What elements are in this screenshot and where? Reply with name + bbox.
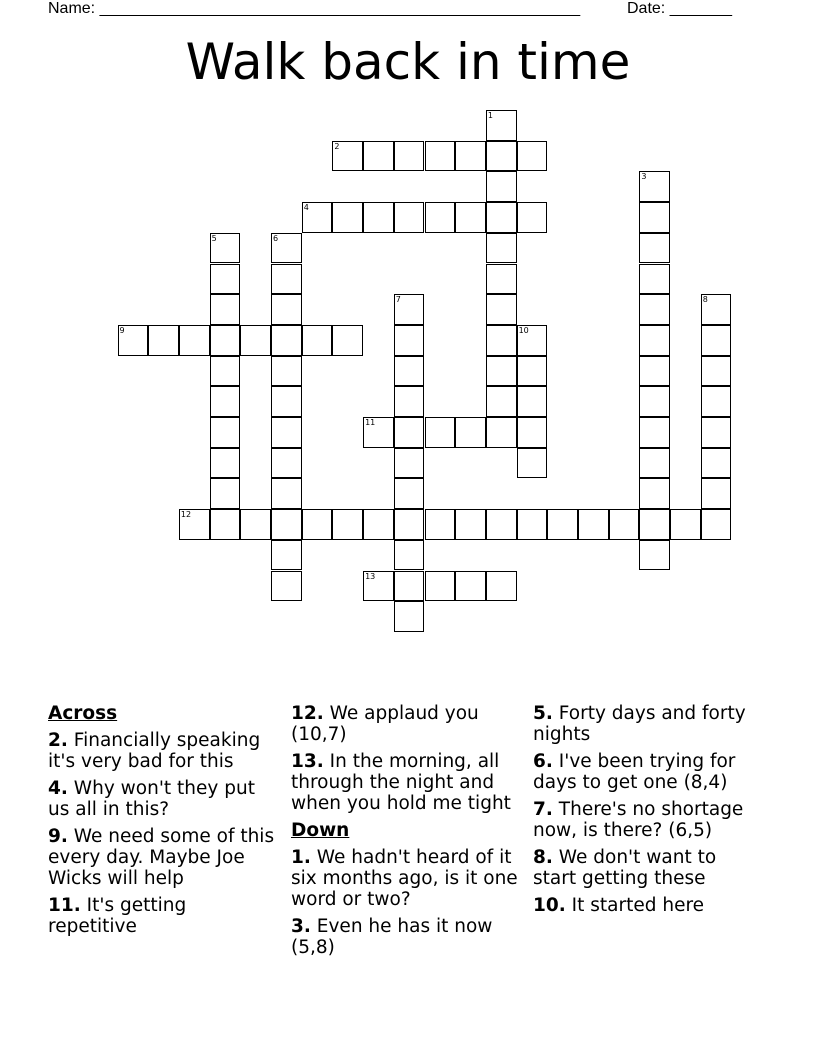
clue-column-3	[533, 703, 761, 922]
grid-cell[interactable]	[394, 141, 425, 172]
grid-cell[interactable]	[639, 171, 670, 202]
clue-text: It's getting repetitive	[48, 895, 187, 937]
clue-number: 13.	[291, 751, 324, 772]
grid-cell[interactable]	[517, 386, 548, 417]
grid-cell[interactable]	[271, 540, 302, 571]
clue-down-6	[533, 751, 761, 793]
grid-cell[interactable]	[394, 478, 425, 509]
clue-number-label: 4	[303, 203, 309, 213]
grid-cell[interactable]	[363, 202, 394, 233]
grid-cell[interactable]	[701, 294, 732, 325]
grid-cell[interactable]	[210, 417, 241, 448]
grid-cell[interactable]	[394, 202, 425, 233]
clue-across-11	[48, 895, 276, 937]
clue-down-8	[533, 847, 761, 889]
grid-cell[interactable]	[332, 325, 363, 356]
clue-number: 9.	[48, 826, 68, 847]
grid-cell[interactable]	[486, 294, 517, 325]
clue-number: 3.	[291, 916, 311, 937]
grid-cell[interactable]	[701, 448, 732, 479]
grid-cell[interactable]	[517, 356, 548, 387]
grid-cell[interactable]	[394, 448, 425, 479]
clue-across-2	[48, 730, 276, 772]
grid-cell[interactable]	[486, 386, 517, 417]
grid-cell[interactable]	[486, 264, 517, 295]
grid-cell[interactable]	[394, 509, 425, 540]
grid-cell[interactable]	[210, 264, 241, 295]
clue-down-5	[533, 703, 761, 745]
grid-cell[interactable]	[363, 571, 394, 602]
grid-cell[interactable]	[639, 540, 670, 571]
grid-cell[interactable]	[363, 417, 394, 448]
grid-cell[interactable]	[486, 356, 517, 387]
grid-cell[interactable]	[517, 202, 548, 233]
clue-text: Why won't they put us all in this?	[48, 778, 255, 820]
grid-cell[interactable]	[302, 202, 333, 233]
clue-text: We hadn't heard of it six months ago, is it one word or two?	[291, 847, 518, 910]
clue-text: Forty days and forty nights	[533, 703, 746, 745]
grid-cell[interactable]	[271, 264, 302, 295]
clue-number: 5.	[533, 703, 553, 724]
grid-cell[interactable]	[517, 417, 548, 448]
grid-cell[interactable]	[363, 509, 394, 540]
clue-number-label: 2	[334, 141, 340, 151]
grid-cell[interactable]	[701, 509, 732, 540]
clue-number-label: 5	[211, 233, 217, 243]
grid-cell[interactable]	[639, 356, 670, 387]
clue-number: 10.	[533, 895, 566, 916]
grid-cell[interactable]	[639, 509, 670, 540]
clue-number-label: 13	[365, 571, 376, 581]
clue-number: 7.	[533, 799, 553, 820]
grid-cell[interactable]	[517, 141, 548, 172]
grid-cell[interactable]	[210, 325, 241, 356]
grid-cell[interactable]	[394, 540, 425, 571]
clue-text: I've been trying for days to get one (8,4)	[533, 751, 736, 793]
grid-cell[interactable]	[179, 509, 210, 540]
clue-column-2	[291, 703, 519, 964]
grid-cell[interactable]	[210, 448, 241, 479]
grid-cell[interactable]	[210, 356, 241, 387]
clue-down-1	[291, 847, 519, 910]
grid-cell[interactable]	[148, 325, 179, 356]
grid-cell[interactable]	[455, 571, 486, 602]
clue-number-label: 1	[487, 111, 493, 120]
page-title: Walk back in time	[185, 33, 631, 91]
grid-cell[interactable]	[271, 356, 302, 387]
grid-cell[interactable]	[425, 141, 456, 172]
grid-cell[interactable]	[425, 202, 456, 233]
grid-cell[interactable]	[639, 417, 670, 448]
grid-cell[interactable]	[486, 325, 517, 356]
grid-cell[interactable]	[455, 202, 486, 233]
grid-cell[interactable]	[455, 509, 486, 540]
grid-cell[interactable]	[486, 509, 517, 540]
name-field[interactable]: Name: ______________________________________________________	[48, 0, 581, 17]
down-heading: Down	[291, 820, 350, 841]
clue-number-label: 12	[180, 510, 192, 520]
grid-cell[interactable]	[517, 448, 548, 479]
grid-cell[interactable]	[210, 478, 241, 509]
grid-cell[interactable]	[486, 571, 517, 602]
grid-cell[interactable]	[701, 386, 732, 417]
grid-cell[interactable]	[425, 417, 456, 448]
grid-cell[interactable]	[271, 448, 302, 479]
grid-cell[interactable]	[639, 202, 670, 233]
grid-cell[interactable]	[639, 294, 670, 325]
grid-cell[interactable]	[394, 386, 425, 417]
grid-cell[interactable]	[179, 325, 210, 356]
clue-number-label: 11	[365, 418, 376, 427]
grid-cell[interactable]	[271, 294, 302, 325]
clue-text: In the morning, all through the night and when you hold me tight	[291, 751, 511, 814]
grid-cell[interactable]	[547, 509, 578, 540]
clue-number: 11.	[48, 895, 81, 916]
clue-across-9	[48, 826, 276, 889]
grid-cell[interactable]	[271, 417, 302, 448]
clue-number-label: 3	[641, 172, 647, 182]
grid-cell[interactable]	[517, 325, 548, 356]
grid-cell[interactable]	[240, 325, 271, 356]
grid-cell[interactable]	[271, 509, 302, 540]
grid-cell[interactable]	[639, 478, 670, 509]
clue-number: 1.	[291, 847, 311, 868]
grid-cell[interactable]	[609, 509, 640, 540]
clue-number: 2.	[48, 730, 68, 751]
grid-cell[interactable]	[210, 294, 241, 325]
grid-cell[interactable]	[486, 233, 517, 264]
clue-down-7	[533, 799, 761, 841]
across-heading: Across	[48, 703, 118, 724]
grid-cell[interactable]	[486, 202, 517, 233]
grid-cell[interactable]	[639, 325, 670, 356]
grid-cell[interactable]	[394, 571, 425, 602]
grid-cell[interactable]	[486, 141, 517, 172]
grid-cell[interactable]	[271, 386, 302, 417]
grid-cell[interactable]	[639, 264, 670, 295]
grid-cell[interactable]	[394, 294, 425, 325]
clue-across-13	[291, 751, 519, 814]
grid-cell[interactable]	[118, 325, 149, 356]
clue-text: We don't want to start getting these	[533, 847, 717, 889]
grid-cell[interactable]	[302, 509, 333, 540]
clue-number: 4.	[48, 778, 68, 799]
grid-cell[interactable]	[639, 448, 670, 479]
grid-cell[interactable]	[210, 386, 241, 417]
grid-cell[interactable]	[701, 325, 732, 356]
clue-text: We need some of this every day. Maybe Joe Wicks will help	[48, 826, 275, 889]
clue-column-1	[48, 703, 276, 943]
clue-text: There's no shortage now, is there? (6,5)	[533, 799, 744, 841]
grid-cell[interactable]	[701, 417, 732, 448]
clue-number: 6.	[533, 751, 553, 772]
grid-cell[interactable]	[302, 325, 333, 356]
grid-cell[interactable]	[271, 478, 302, 509]
clue-number-label: 7	[395, 295, 401, 305]
grid-cell[interactable]	[332, 141, 363, 172]
clue-number-label: 8	[702, 295, 708, 305]
clue-number-label: 10	[518, 325, 529, 335]
clue-text: Financially speaking it's very bad for this	[48, 730, 261, 772]
clue-number-label: 6	[273, 233, 279, 243]
grid-cell[interactable]	[332, 202, 363, 233]
grid-cell[interactable]	[394, 325, 425, 356]
grid-cell[interactable]	[639, 386, 670, 417]
grid-cell[interactable]	[455, 417, 486, 448]
grid-cell[interactable]	[271, 325, 302, 356]
grid-cell[interactable]	[701, 478, 732, 509]
clue-number-label: 9	[119, 325, 125, 335]
grid-cell[interactable]	[271, 233, 302, 264]
clue-across-12	[291, 703, 519, 745]
clue-down-10	[533, 895, 761, 916]
grid-cell[interactable]	[394, 356, 425, 387]
grid-cell[interactable]	[210, 509, 241, 540]
grid-cell[interactable]	[394, 601, 425, 632]
grid-cell[interactable]	[210, 233, 241, 264]
grid-cell[interactable]	[425, 509, 456, 540]
clue-text: Even he has it now (5,8)	[291, 916, 493, 958]
clue-number: 8.	[533, 847, 553, 868]
grid-cell[interactable]	[701, 356, 732, 387]
grid-cell[interactable]	[670, 509, 701, 540]
grid-cell[interactable]	[455, 141, 486, 172]
clue-number: 12.	[291, 703, 324, 724]
grid-cell[interactable]	[240, 509, 271, 540]
clue-text: We applaud you (10,7)	[291, 703, 479, 745]
clue-across-4	[48, 778, 276, 820]
date-field[interactable]: Date: _______	[627, 0, 732, 17]
grid-cell[interactable]	[517, 509, 548, 540]
grid-cell[interactable]	[271, 571, 302, 602]
grid-cell[interactable]	[486, 110, 517, 141]
grid-cell[interactable]	[332, 509, 363, 540]
grid-cell[interactable]	[578, 509, 609, 540]
grid-cell[interactable]	[486, 171, 517, 202]
grid-cell[interactable]	[363, 141, 394, 172]
grid-cell[interactable]	[639, 233, 670, 264]
clue-text: It started here	[571, 895, 705, 916]
grid-cell[interactable]	[486, 417, 517, 448]
grid-cell[interactable]	[425, 571, 456, 602]
clue-down-3	[291, 916, 519, 958]
grid-cell[interactable]	[394, 417, 425, 448]
